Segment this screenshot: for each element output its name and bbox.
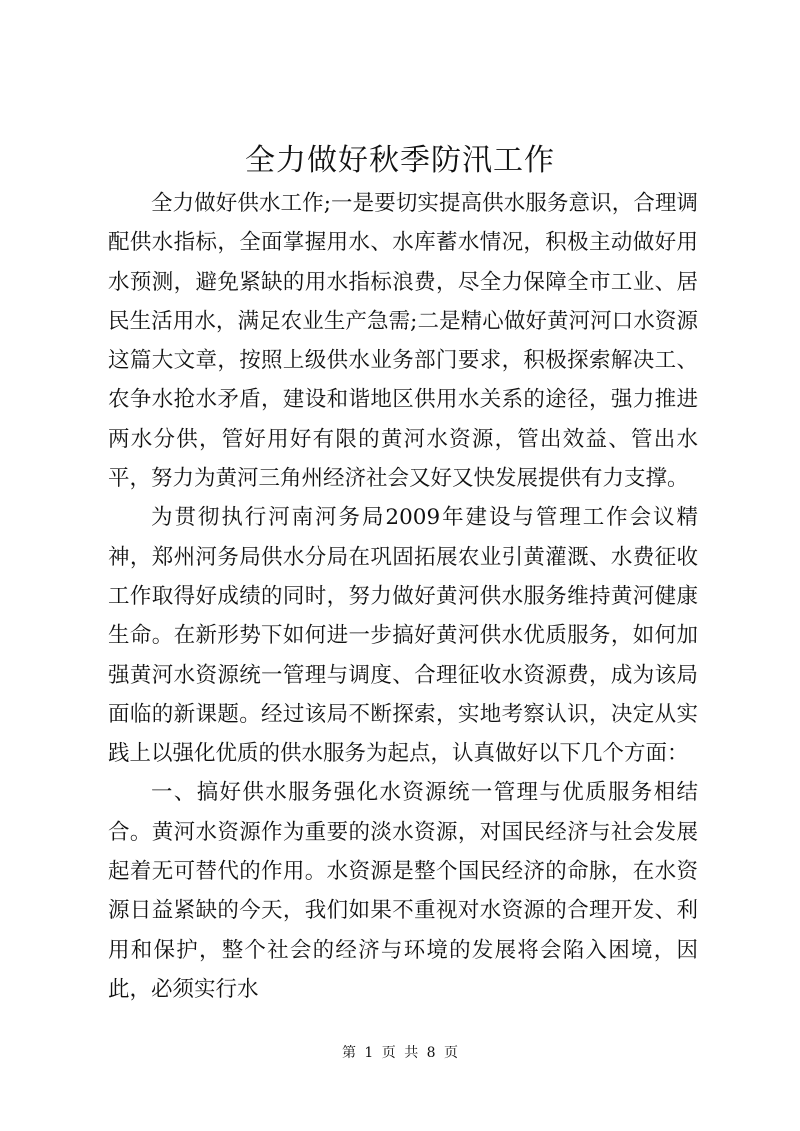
paragraph-water-supply: 全力做好供水工作;一是要切实提高供水服务意识，合理调配供水指标，全面掌握用水、水库蓄水情况，积极主动做好用水预测，避免紧缺的用水指标浪费，尽全力保障全市工业、居民生活用水，满足农业生产急需;二是精心做好黄河河口水资源这篇大文章，按照上级供水业务部门要求，积极探索解决工、农争水抢水矛盾，建设和谐地区供用水关系的途径，强力推进两水分供，管好用好有限的黄河水资源，管出效益、管出水平，努力为黄河三角州经济社会又好又快发展提供有力支撑。 (108, 191, 698, 492)
page-footer: 第 1 页 共 8 页 (341, 1045, 459, 1061)
paragraph-meeting-spirit: 为贯彻执行河南河务局2009年建设与管理工作会议精神，郑州河务局供水分局在巩固拓展农业引黄灌溉、水费征收工作取得好成绩的同时，努力做好黄河供水服务维持黄河健康生命。在新形势下如何进一步搞好黄河供水优质服务，如何加强黄河水资源统一管理与调度、合理征收水资源费，成为该局面临的新课题。经过该局不断探索，实地考察认识，决定从实践上以强化优质的供水服务为起点，认真做好以下几个方面： (108, 505, 698, 767)
document-title: 全力做好秋季防汛工作 (245, 143, 555, 178)
paragraph-section-one: 一、搞好供水服务强化水资源统一管理与优质服务相结合。黄河水资源作为重要的淡水资源，对国民经济与社会发展起着无可替代的作用。水资源是整个国民经济的命脉，在水资源日益紧缺的今天，我们如果不重视对水资源的合理开发、利用和保护，整个社会的经济与环境的发展将会陷入困境，因此，必须实行水 (108, 780, 698, 1002)
document-body (108, 184, 698, 1009)
